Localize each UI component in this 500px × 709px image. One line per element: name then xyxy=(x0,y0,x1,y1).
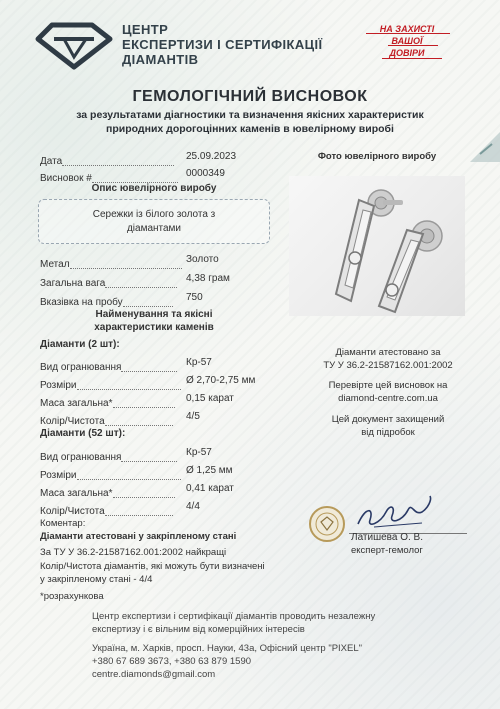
stone-group-1-title: Діаманти (2 шт): xyxy=(40,339,120,350)
slogan-line-1: НА ЗАХИСТІ xyxy=(379,24,435,34)
expert-name: Латишева О. В. xyxy=(351,532,423,543)
organization-name xyxy=(122,22,323,67)
attested-line-1: Діаманти атестовано за xyxy=(335,347,441,358)
expert-role: експерт-гемолог xyxy=(351,545,423,556)
item-description-line-1: Сережки із білого золота з xyxy=(92,209,216,220)
org-line-2: ЕКСПЕРТИЗИ І СЕРТИФІКАЦІЇ xyxy=(122,37,323,52)
item-description-box xyxy=(38,199,270,244)
stone-row xyxy=(40,465,181,483)
item-heading: Опис ювелірного виробу xyxy=(91,183,217,194)
stone-row xyxy=(40,447,177,465)
stone-row xyxy=(40,411,173,429)
stone-row xyxy=(40,375,181,393)
contact-email[interactable]: centre.diamonds@gmail.com xyxy=(92,669,216,680)
stone-row-value: Кр-57 xyxy=(186,357,212,368)
comment-line-2: За ТУ У 36.2-21587162.001:2002 найкращі xyxy=(40,547,227,558)
protected-line-2: від підробок xyxy=(361,427,415,438)
stone-row-label: Розміри xyxy=(40,380,77,391)
stone-row xyxy=(40,393,175,411)
diamond-logo-icon xyxy=(34,21,114,71)
hallmark-value: 750 xyxy=(186,292,203,303)
stone-row-value: 4/4 xyxy=(186,501,200,512)
certification-seal-icon xyxy=(308,505,346,543)
independence-line-2: експертизу і є вільним від комерційних інтересів xyxy=(92,624,305,635)
weight-row xyxy=(40,273,177,291)
item-description xyxy=(39,208,269,236)
weight-label: Загальна вага xyxy=(40,278,106,289)
document-title: ГЕМОЛОГІЧНИЙ ВИСНОВОК xyxy=(132,88,368,105)
date-label: Дата xyxy=(40,156,63,167)
stone-row-value: 0,41 карат xyxy=(186,483,234,494)
earrings-image xyxy=(289,176,465,316)
stone-row-value: Ø 1,25 мм xyxy=(186,465,233,476)
item-description-line-2: діамантами xyxy=(126,223,182,234)
verify-line-1: Перевірте цей висновок на xyxy=(328,380,448,391)
number-value: 0000349 xyxy=(186,168,225,179)
comment-line-3: Колір/Чистота діамантів, які можуть бути визначені xyxy=(40,561,265,572)
metal-value: Золото xyxy=(186,254,219,265)
stone-row xyxy=(40,483,175,501)
stone-row-value: 4/5 xyxy=(186,411,200,422)
stone-row-value: Ø 2,70-2,75 мм xyxy=(186,375,256,386)
footnote: *розрахункова xyxy=(40,591,104,602)
stone-row-value: Кр-57 xyxy=(186,447,212,458)
stone-row xyxy=(40,357,177,375)
signature-image xyxy=(352,494,442,536)
date-value: 25.09.2023 xyxy=(186,151,237,162)
hallmark-row xyxy=(40,292,173,310)
comment-line-1: Діаманти атестовані у закріпленому стані xyxy=(40,531,237,542)
hologram-sticker-icon xyxy=(470,132,500,162)
stones-heading-line-1: Найменування та якісні xyxy=(95,309,213,320)
stone-row-label: Маса загальна* xyxy=(40,488,113,499)
stone-row-label: Вид огранювання xyxy=(40,362,122,373)
verify-link[interactable]: diamond-centre.com.ua xyxy=(338,393,438,404)
stone-row-label: Колір/Чистота xyxy=(40,416,105,427)
org-line-3: ДІАМАНТІВ xyxy=(122,52,199,67)
protected-line-1: Цей документ захищений xyxy=(331,414,445,425)
metal-row xyxy=(40,254,182,272)
org-line-1: ЦЕНТР xyxy=(122,22,169,37)
subtitle-line-2: природних дорогоцінних каменів в ювелірному виробі xyxy=(106,123,394,135)
stone-row xyxy=(40,501,173,519)
weight-value: 4,38 грам xyxy=(186,273,230,284)
contact-phones: +380 67 689 3673, +380 63 879 1590 xyxy=(92,656,252,667)
slogan-line-3: ДОВІРИ xyxy=(389,48,425,58)
photo-caption: Фото ювелірного виробу xyxy=(317,151,437,162)
metal-label: Метал xyxy=(40,259,70,270)
independence-line-1: Центр експертизи і сертифікації діамантів проводить незалежну xyxy=(92,611,376,622)
number-label: Висновок # xyxy=(40,173,92,184)
stone-row-label: Вид огранювання xyxy=(40,452,122,463)
slogan-line-2: ВАШОЇ xyxy=(391,36,423,46)
stone-row-label: Розміри xyxy=(40,470,77,481)
contact-address: Україна, м. Харків, просп. Науки, 43а, Офісний центр "PIXEL" xyxy=(92,643,363,654)
subtitle-line-1: за результатами діагностики та визначення якісних характеристик xyxy=(76,109,424,121)
stone-row-label: Маса загальна* xyxy=(40,398,113,409)
slogan xyxy=(362,24,452,62)
jewelry-photo xyxy=(289,176,465,316)
stone-group-2-title: Діаманти (52 шт): xyxy=(40,428,126,439)
date-row xyxy=(40,151,174,169)
stone-row-label: Колір/Чистота xyxy=(40,506,105,517)
hallmark-label: Вказівка на пробу xyxy=(40,297,123,308)
stone-row-value: 0,15 карат xyxy=(186,393,234,404)
comment-line-4: у закріпленому стані - 4/4 xyxy=(40,574,153,585)
attested-line-2: ТУ У 36.2-21587162.001:2002 xyxy=(323,360,453,371)
comment-label: Коментар: xyxy=(40,518,86,529)
stones-heading-line-2: характеристики каменів xyxy=(94,322,214,333)
